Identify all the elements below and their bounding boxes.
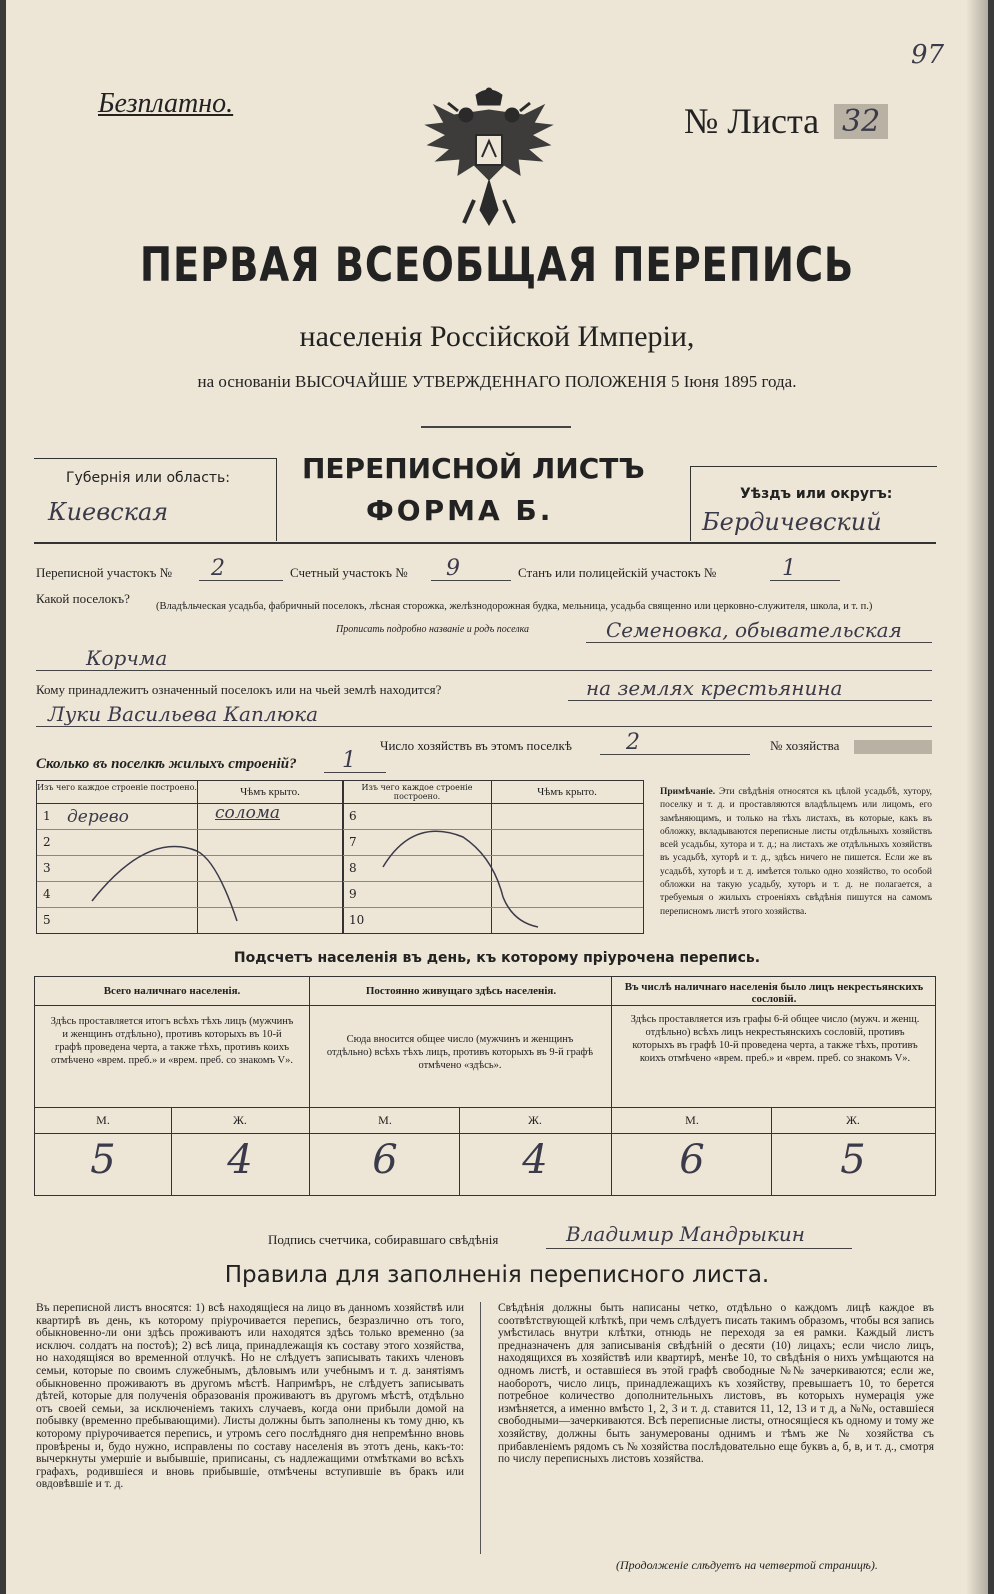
settlement-value-1: Семеновка, обывательская xyxy=(606,618,902,642)
buildings-value: 1 xyxy=(342,748,356,773)
col1-title: Всего наличнаго населенія. xyxy=(103,985,241,997)
female-label: Ж. xyxy=(846,1113,860,1127)
households-label: Число хозяйствъ въ этомъ поселкѣ xyxy=(380,738,572,753)
building-row-number: 8 xyxy=(349,861,357,875)
form-label: ФОРМА Б. xyxy=(366,494,554,527)
male-label: М. xyxy=(96,1113,110,1127)
col-roof-header: Чѣмъ крыто. xyxy=(240,786,300,798)
stan-value: 1 xyxy=(782,556,796,581)
page-number: 97 xyxy=(911,40,945,70)
owner-value-2: Луки Васильева Каплюка xyxy=(48,702,319,726)
census-district-value: 2 xyxy=(211,556,225,581)
gubernia-value: Киевская xyxy=(48,498,169,526)
nonpeasant-female-value: 5 xyxy=(840,1137,866,1183)
permanent-female-value: 4 xyxy=(522,1137,548,1183)
census-sheet xyxy=(6,0,988,1594)
building-row-number: 2 xyxy=(43,835,51,849)
rules-title: Правила для заполненія переписного листа. xyxy=(224,1262,770,1288)
gubernia-label: Губернія или область: xyxy=(66,470,231,486)
col2-text: Сюда вносится общее число (мужчинъ и женщинъ отдѣльно) всѣхъ тѣхъ лицъ, противъ которыхъ въ 9-й графѣ отмѣчено «здѣсь». xyxy=(326,1034,594,1071)
col3-title: Въ числѣ наличнаго населенія было лицъ некрестьянскихъ сословій. xyxy=(624,981,924,1005)
count-district-label: Счетный участокъ № xyxy=(290,565,408,580)
strike-curve xyxy=(373,817,543,933)
signature-label: Подпись счетчика, собиравшаго свѣдѣнія xyxy=(268,1232,499,1247)
col-material-header: Изъ чего каждое строеніе построено. xyxy=(37,783,197,792)
col-material-header: Изъ чего каждое строеніе построено. xyxy=(361,783,473,801)
building-row-number: 1 xyxy=(43,809,51,823)
building-row-number: 9 xyxy=(349,887,357,901)
header-divider xyxy=(421,426,571,428)
uezd-value: Бердичевский xyxy=(702,508,882,536)
rules-left-column: Въ переписной листъ вносятся: 1) всѣ находящіеся на лицо въ данномъ хозяйствѣ или квартирѣ въ день, къ которому пріурочивается перепись, безразлично отъ того, обыкновенно-ли они здѣсь проживаютъ или находятся здѣсь только временно (за исключ. солдатъ на постоѣ); 2) всѣ лица, принадлежащія къ составу этого хозяйства, но находящіяся во временной отлучкѣ. Но не слѣдуетъ записывать такихъ членовъ семьи, которые по своимъ служебнымъ, дѣловымъ или учебнымъ и т. д. занятіямъ обыкновенно проживаютъ въ другомъ мѣстѣ. Напримѣръ, не слѣдуетъ записывать дѣтей, которые для полученія образованія проживаютъ въ другомъ мѣстѣ, отдѣльно отъ своей семьи, за исключеніемъ такихъ случаевъ, когда они прибыли домой на побывку (временно пребывающими). Листы должны быть заполнены къ тому дню, къ которому пріурочивается перепись, и утромъ сего послѣдняго дня непремѣнно вновь провѣрены и, будо нужно, исправлены по составу населенія въ этотъ день, какъ-то: вычеркнуты умершіе и выбывшіе, приписаны, съ надлежащими отмѣтками во всѣхъ графахъ, родившіеся и вновь прибывшіе, отмѣчены вступившіе въ бракъ или овдовѣвшіе и т. д. xyxy=(36,1302,464,1491)
building-row-number: 6 xyxy=(349,809,357,823)
population-heading: Подсчетъ населенія въ день, къ которому пріурочена перепись. xyxy=(233,950,761,966)
female-label: Ж. xyxy=(233,1113,247,1127)
stan-label: Станъ или полицейскій участокъ № xyxy=(518,565,717,580)
uezd-label: Уѣздъ или округъ: xyxy=(740,486,893,502)
permanent-male-value: 6 xyxy=(372,1137,398,1183)
households-value: 2 xyxy=(626,730,640,755)
building-row-number: 7 xyxy=(349,835,357,849)
continued-note: (Продолженіе слѣдуетъ на четвертой страницѣ). xyxy=(616,1558,878,1572)
household-no-redacted xyxy=(854,740,932,754)
col3-text: Здѣсь проставляется изъ графы 6-й общее число (мужч. и женщ. отдѣльно) всѣхъ лицъ некрестьянскихъ сословій, противъ которыхъ въ графѣ 10-й проведена черта, а также тѣхъ, противъ коихъ отмѣчено «врем. преб.» и «врем. преб. со знакомъ V». xyxy=(630,1014,920,1064)
buildings-label: Сколько въ поселкѣ жилыхъ строеній? xyxy=(36,756,297,772)
household-no-label: № хозяйства xyxy=(770,738,840,753)
col1-text: Здѣсь проставляется итогъ всѣхъ тѣхъ лицъ (мужчинъ и женщинъ отдѣльно), противъ которыхъ въ 10-й графѣ проведена черта, а также тѣхъ, противъ коихъ отмѣчено «врем. преб.» и «врем. преб. со знакомъ V». xyxy=(50,1016,294,1066)
buildings-table-right xyxy=(342,780,644,934)
sheet-title: ПЕРЕПИСНОЙ ЛИСТЪ xyxy=(302,452,645,485)
settlement-instruction: Прописать подробно названіе и родъ поселка xyxy=(336,624,530,635)
note-title: Примѣчаніе. xyxy=(660,787,716,797)
owner-value-1: на землях крестьянина xyxy=(586,676,843,700)
sheet-number-value: 32 xyxy=(834,104,888,139)
note-block xyxy=(660,786,932,919)
legal-basis: на основаніи ВЫСОЧАЙШЕ УТВЕРЖДЕННАГО ПОЛОЖЕНІЯ 5 Іюня 1895 года. xyxy=(197,372,797,391)
col-roof-header: Чѣмъ крыто. xyxy=(537,786,597,798)
building-row-number: 3 xyxy=(43,861,51,875)
total-male-value: 5 xyxy=(90,1137,116,1183)
settlement-hint: (Владѣльческая усадьба, фабричный поселокъ, лѣсная сторожка, желѣзнодорожная будка, мельница, усадьба священно или церковно-служителя, школа, и т. п.) xyxy=(156,601,873,612)
document-title: ПЕРВАЯ ВСЕОБЩАЯ ПЕРЕПИСЬ xyxy=(139,238,855,293)
sheet-number-label: № Листа xyxy=(684,101,820,141)
form-divider xyxy=(34,542,936,544)
count-district-value: 9 xyxy=(446,556,460,581)
free-label: Безплатно. xyxy=(98,88,234,119)
building-row-number: 5 xyxy=(43,913,51,927)
building-row-number: 10 xyxy=(349,913,365,927)
document-subtitle: населенія Россійской Имперіи, xyxy=(299,320,695,353)
census-district-label: Переписной участокъ № xyxy=(36,565,173,580)
population-table xyxy=(34,976,936,1196)
female-label: Ж. xyxy=(528,1113,542,1127)
buildings-table-left xyxy=(36,780,344,934)
settlement-value-2: Корчма xyxy=(86,646,168,670)
row1-roof-value: солома xyxy=(215,803,281,823)
rules-right-column: Свѣдѣнія должны быть написаны четко, отдѣльно о каждомъ лицѣ каждое въ соотвѣтствующей клѣткѣ, при чемъ слѣдуетъ писать такимъ образомъ, чтобы вся запись умѣстилась внутри клѣтки, отнюдь не переходя за ея рамки. Каждый листъ предназначенъ для записыванія свѣдѣній о десяти (10) лицахъ; если число лицъ, находящихся въ хозяйствѣ или квартирѣ, менѣе 10, то свѣдѣнія о нихъ умѣщаются на одномъ листѣ, и оставшіеся въ этой графѣ свободные №№ зачеркиваются; если же, наоборотъ, число лицъ, принадлежащихъ къ хозяйству, превышаетъ 10, то берется потребное количество дополнительныхъ листовъ, въ которыхъ нумерація уже измѣняется, а именно вмѣсто 1, 2, 3 и т. д. ставится 11, 12, 13 и т д, а №№, оставшіеся свободными—зачеркиваются. Всѣ переписные листы, относящіеся къ одному и тому же хозяйству, должны быть занумерованы однимъ и тѣмъ же № хозяйства съ прибавленіемъ рядомъ съ № хозяйства послѣдовательно еще буквъ а, б, в, и т. д., смотря по числу переписныхъ листовъ хозяйства. xyxy=(498,1302,934,1466)
col2-title: Постоянно живущаго здѣсь населенія. xyxy=(365,985,557,997)
total-female-value: 4 xyxy=(227,1137,253,1183)
strike-curve xyxy=(87,841,247,933)
row1-material-value: дерево xyxy=(67,807,129,827)
male-label: М. xyxy=(685,1113,699,1127)
note-text: Эти свѣдѣнія относятся къ цѣлой усадьбѣ, хутору, поселку и т. д. и проставляются владѣльцемъ или лицомъ, его замѣняющимъ, и только на тѣхъ листахъ, въ которые, какъ въ обложку, вкладываются переписные листы отдѣльныхъ хозяйствъ всей усадьбы, хутора и т. д.; на листахъ же отдѣльныхъ хозяйствъ въ усадьбѣ, хуторѣ и т. д., здѣсь ничего не пишется. Если же въ усадьбѣ, хуторѣ и т. д. имѣется только одно хозяйство, то особой обложки на такую усадьбу, хуторъ и т. д. не полагается, а требуемыя о жилыхъ строеніяхъ свѣдѣнія пишутся на самомъ переписномъ листѣ этого хозяйства. xyxy=(660,787,932,917)
nonpeasant-male-value: 6 xyxy=(679,1137,705,1183)
double-headed-eagle-icon xyxy=(414,85,564,235)
building-row-number: 4 xyxy=(43,887,51,901)
signature-value: Владимир Мандрыкин xyxy=(566,1222,805,1246)
rules-column-divider xyxy=(480,1302,481,1554)
owner-label: Кому принадлежитъ означенный поселокъ или на чьей землѣ находится? xyxy=(36,682,442,697)
male-label: М. xyxy=(378,1113,392,1127)
settlement-label: Какой поселокъ? xyxy=(36,591,130,606)
